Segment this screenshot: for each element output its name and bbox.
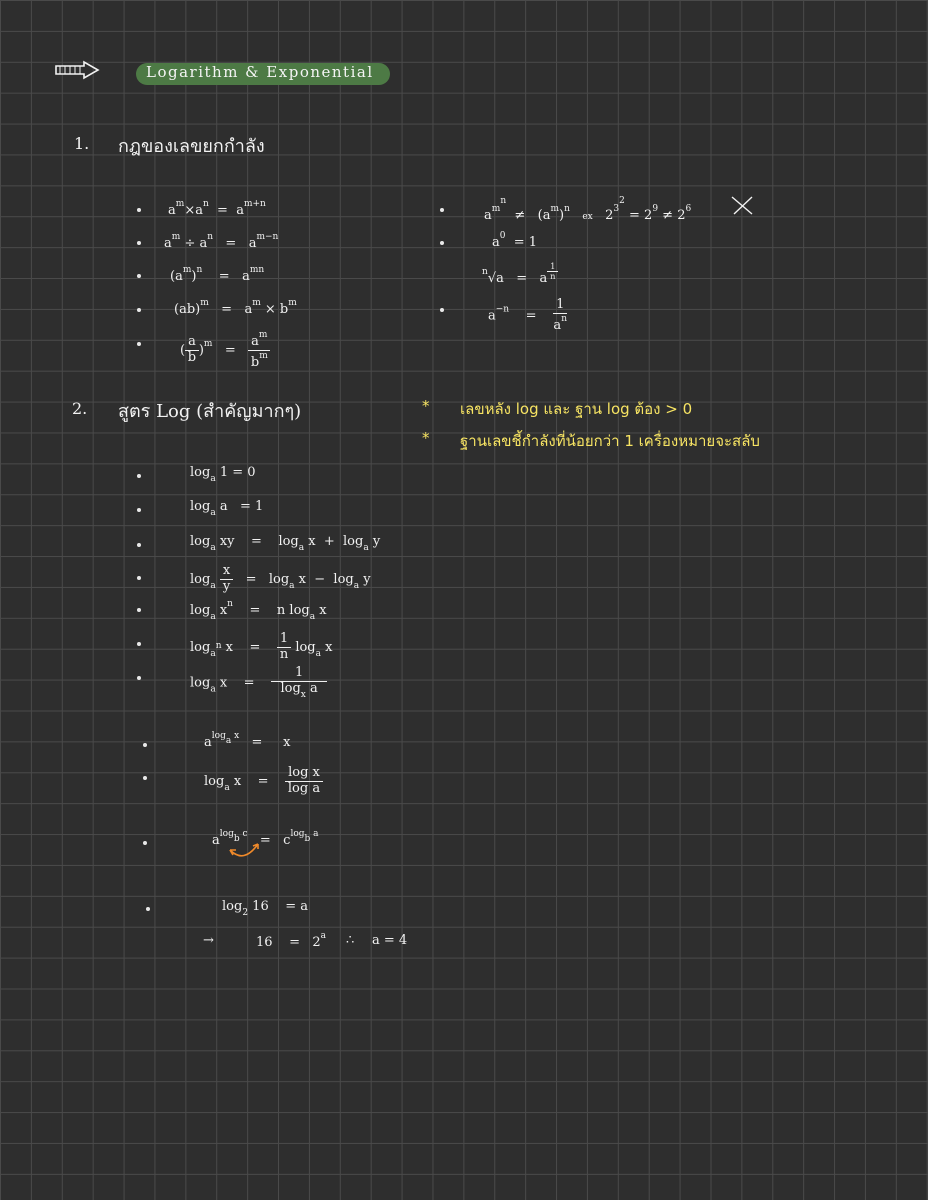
bullet-icon xyxy=(440,208,444,212)
log-rule-swap-exponent: $a^{log_b c} = c^{log_b a}$ xyxy=(212,829,319,848)
log-rule-inverse: $a^{log_a x}$ = x xyxy=(204,731,291,750)
bullet-icon xyxy=(137,642,141,646)
example-equation: $\log_2 16$ = a xyxy=(222,899,309,918)
log-rule-reciprocal: $\log_a x$ = $\frac{1}{\log_x a}$ xyxy=(190,666,327,700)
example-result: a = 4 xyxy=(372,933,408,948)
log-rule-product: $\log_a$ xy = $\log_a x + \log_a y$ xyxy=(190,534,381,553)
note-star-icon: * xyxy=(422,429,430,447)
bullet-icon xyxy=(137,241,141,245)
rule-quotient-same-base: $a^m \div a^n = a^{m-n}$ xyxy=(164,232,279,251)
therefore-symbol: ∴ xyxy=(346,933,355,948)
rule-zero-exponent: $a^0 = 1$ xyxy=(492,231,538,250)
rule-product-same-base: $a^m\times a^n = a^{m+n}$ xyxy=(168,199,266,218)
bullet-icon xyxy=(137,474,141,478)
rule-power-tower-not-equal: $a^{m^n} \ne (a^m)^n$ ex $2^{3^2} = 2^9 \ne 2^6$ xyxy=(484,196,692,223)
bullet-icon xyxy=(137,543,141,547)
log-rule-power: $\log_a x^n$ = n $\log_a x$ xyxy=(190,599,327,622)
bullet-icon xyxy=(143,743,147,747)
bullet-icon xyxy=(137,676,141,680)
page-title: Logarithm & Exponential xyxy=(146,63,374,81)
bullet-icon xyxy=(143,776,147,780)
rule-power-of-quotient: ( $\frac{a}{b}$ )$^m$ = $\frac{a^m}{b^m}$ xyxy=(180,330,270,371)
rule-negative-exponent: $a^{-n}$ = $\frac{1}{a^n}$ xyxy=(488,297,567,333)
cross-out-icon xyxy=(730,194,756,216)
example-solution: 16 = 2$^a$ xyxy=(256,931,327,950)
log-rule-base-power: $\log_{a^n} x$ = $\frac{1}{n}$ $\log_a x$ xyxy=(190,631,333,662)
bullet-icon xyxy=(143,841,147,845)
rule-power-of-power: $(a^m)^n$ = $a^{mn}$ xyxy=(170,265,265,284)
curved-arrow-icon xyxy=(226,838,266,862)
log-rule-change-of-base: $\log_a x$ = $\frac{\text{log x}}{\text{log a}}$ xyxy=(204,766,323,797)
bullet-icon xyxy=(440,308,444,312)
rule-power-of-product: $(ab)^m = a^m \times b^m$ xyxy=(174,298,297,317)
section-1-number: 1. xyxy=(74,134,90,153)
section-2-heading: สูตร Log (สำคัญมากๆ) xyxy=(118,401,302,422)
bullet-icon xyxy=(137,342,141,346)
log-rule-log-of-base: $\log_a a = 1$ xyxy=(190,499,264,518)
log-rule-log-of-one: $\log_a 1 = 0$ xyxy=(190,465,256,484)
bullet-icon xyxy=(137,274,141,278)
bullet-icon xyxy=(137,308,141,312)
bullet-icon xyxy=(137,576,141,580)
note-star-icon: * xyxy=(422,397,430,415)
note-log-positive: เลขหลัง log และ ฐาน log ต้อง > 0 xyxy=(460,400,693,418)
section-2-number: 2. xyxy=(72,399,88,418)
log-rule-quotient: $\log_a$ $\frac{x}{y}$ = $\log_a x - \log_a y$ xyxy=(190,563,371,594)
bullet-icon xyxy=(137,208,141,212)
arrow-icon xyxy=(54,60,100,80)
bullet-icon xyxy=(137,608,141,612)
note-base-less-than-one: ฐานเลขชี้กำลังที่น้อยกว่า 1 เครื่องหมายจะสลับ xyxy=(460,432,760,450)
section-1-heading: กฎของเลขยกกำลัง xyxy=(118,136,265,157)
example-arrow-icon: → xyxy=(203,933,214,948)
bullet-icon xyxy=(146,907,150,911)
rule-root-as-power: $^n$√a = a $^{\frac{1}{n}}$ xyxy=(482,262,558,285)
bullet-icon xyxy=(137,508,141,512)
bullet-icon xyxy=(440,241,444,245)
